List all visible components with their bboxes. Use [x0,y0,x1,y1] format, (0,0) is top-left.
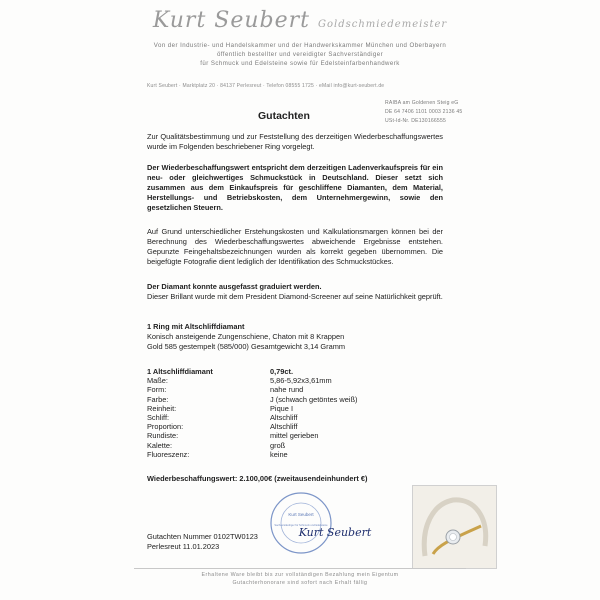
spec-row [147,431,358,440]
brand-suffix: Goldschmiedemeister [318,19,448,30]
spec-label: Proportion: [147,422,184,432]
footer [0,571,600,587]
footer-line-2: Gutachterhonorare sind sofort nach Erhalt fällig [232,580,368,586]
letterhead-line-3: für Schmuck und Edelsteine sowie für Edelsteinfarbenhandwerk [200,60,400,67]
item-line-1: Konisch ansteigende Zungenschiene, Chaton mit 8 Krappen [147,332,345,341]
spec-row [147,376,358,385]
spec-row [147,385,358,394]
bank-line-2: DE 64 7406 1101 0003 2136 45 [385,109,463,115]
sender-line: Kurt Seubert · Marktplatz 20 · 84137 Perlesreut · Telefon 08555 1725 · eMail info@kurt-seubert.de [147,83,385,89]
item-line-2: Gold 585 gestempelt (585/000) Gesamtgewicht 3,14 Gramm [147,342,346,351]
spec-table [147,367,358,459]
spec-row [147,367,358,376]
spec-value: Altschliff [270,422,298,432]
disclaimer-paragraph: Auf Grund unterschiedlicher Erstehungskosten und Kalkulationsmargen können bei der Berechnung des Wiederbeschaffungswertes abweichende Ergebnisse entstehen. Gepunzte Feingehaltsbezeichnungen wurden als korrekt gegeben übernommen. Die beigefügte Fotografie dient lediglich der Identifikation des Schmuckstückes. [147,227,443,267]
item-heading: 1 Ring mit Altschliffdiamant [147,322,245,331]
spec-value: Pique I [270,403,294,413]
spec-value: groß [270,440,286,450]
replacement-value: Wiederbeschaffungswert: 2.100,00€ (zweitausendeinhundert €) [147,474,368,483]
spec-label: Schliff: [147,413,170,423]
spec-value: keine [270,449,288,459]
spec-value: J (schwach getöntes weiß) [270,394,358,404]
spec-label: Maße: [147,376,168,386]
spec-row [147,441,358,450]
document-title: Gutachten [258,110,310,122]
bank-line-1: RAIBA am Goldenen Steig eG [385,100,459,106]
brand-logo [0,8,600,33]
spec-row [147,422,358,431]
certificate-meta [147,532,258,552]
grading-text: Dieser Brillant wurde mit dem President Diamond-Screener auf seine Natürlichkeit geprüft. [147,292,443,301]
spec-label: 1 Altschliffdiamant [147,367,213,376]
bank-line-3: USt-Id-Nr. DE130166555 [385,118,447,124]
spec-value: 5,86-5,92x3,61mm [270,376,332,386]
spec-value: Altschliff [270,413,298,423]
spec-label: Rundiste: [147,431,179,441]
spec-label: Farbe: [147,394,169,404]
spec-row [147,395,358,404]
spec-label: Kalette: [147,440,173,450]
spec-label: Fluoreszenz: [147,449,190,459]
certificate-number: Gutachten Nummer 0102TW0123 [147,532,258,541]
letterhead-line-1: Von der Industrie- und Handelskammer und der Handwerkskammer München und Oberbayern [153,42,447,49]
ring-photo [412,485,497,569]
spec-value: nahe rund [270,385,304,395]
signature: Kurt Seubert [298,526,372,539]
intro-paragraph: Zur Qualitätsbestimmung und zur Feststellung des derzeitigen Wiederbeschaffungswertes wurde im Folgenden beschriebener Ring vorgelegt. [147,132,443,152]
definition-paragraph: Der Wiederbeschaffungswert entspricht dem derzeitigen Ladenverkaufspreis für ein neu- oder gleichwertiges Schmuckstück in Deutschland. Dieser setzt sich zusammen aus dem Einkaufspreis für geschliffene Diamanten, dem Material, Herstellungs- und Betriebskosten, dem Unternehmergewinn, sowie den gesetzlichen Steuern. [147,163,443,213]
stamp-ring-text: Sachverständiger für Schmuck und Edelsteine [274,524,328,527]
ring-image [413,486,496,568]
footer-divider [134,568,466,569]
spec-label: Reinheit: [147,403,177,413]
spec-row [147,404,358,413]
brand-name: Kurt Seubert [152,8,311,33]
spec-label: Form: [147,385,167,395]
footer-line-1: Erhaltene Ware bleibt bis zur vollständigen Bezahlung mein Eigentum [201,572,399,578]
spec-value: 0,79ct. [270,367,294,376]
spec-value: mittel gerieben [270,431,319,441]
certificate-date: Perlesreut 11.01.2023 [147,542,220,551]
grading-heading: Der Diamant konnte ausgefasst graduiert werden. [147,282,322,291]
spec-row [147,450,358,459]
official-stamp [271,486,372,560]
stamp-center-text: Kurt Seubert [288,512,314,517]
spec-row [147,413,358,422]
letterhead-line-2: öffentlich bestellter und vereidigter Sachverständiger [216,51,384,58]
